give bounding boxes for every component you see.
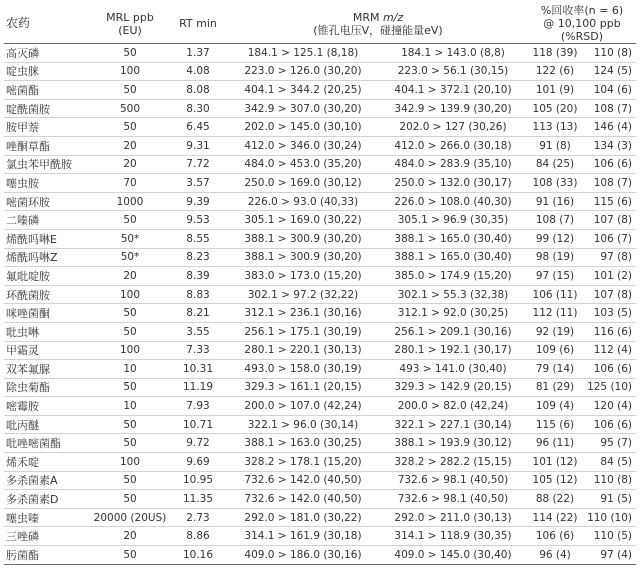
cell-pesticide: 高灭磷 [4, 44, 92, 63]
cell-mrl: 50 [92, 378, 168, 397]
cell-pesticide: 咪唑菌酮 [4, 304, 92, 323]
table-row [4, 62, 636, 81]
cell-mrl: 50 [92, 434, 168, 453]
cell-recovery-10ppb: 79 (14) [528, 360, 582, 379]
cell-transition-2: 388.1 > 165.0 (30,40) [378, 229, 528, 248]
cell-transition-2: 322.1 > 227.1 (30,14) [378, 415, 528, 434]
cell-recovery-100ppb: 110 (8) [582, 471, 636, 490]
cell-mrl: 500 [92, 99, 168, 118]
cell-mrl: 20 [92, 136, 168, 155]
cell-recovery-100ppb: 97 (4) [582, 546, 636, 565]
cell-recovery-10ppb: 115 (6) [528, 415, 582, 434]
table-row [4, 415, 636, 434]
cell-pesticide: 噻虫嗪 [4, 508, 92, 527]
cell-recovery-100ppb: 97 (8) [582, 248, 636, 267]
cell-transition-1: 223.0 > 126.0 (30,20) [228, 62, 378, 81]
cell-pesticide: 双苯氟脲 [4, 360, 92, 379]
cell-pesticide: 氟吡啶胺 [4, 267, 92, 286]
header-rt-label: RT min [179, 17, 217, 30]
cell-mrl: 50 [92, 415, 168, 434]
cell-recovery-10ppb: 109 (6) [528, 341, 582, 360]
cell-mrl: 10 [92, 360, 168, 379]
cell-pesticide: 嘧菌酯 [4, 81, 92, 100]
cell-pesticide: 烯酰吗啉Z [4, 248, 92, 267]
cell-recovery-100ppb: 112 (4) [582, 341, 636, 360]
cell-transition-1: 329.3 > 161.1 (20,15) [228, 378, 378, 397]
cell-transition-2: 385.0 > 174.9 (15,20) [378, 267, 528, 286]
cell-recovery-100ppb: 91 (5) [582, 490, 636, 509]
cell-mrl: 50* [92, 229, 168, 248]
cell-recovery-10ppb: 118 (39) [528, 44, 582, 63]
cell-recovery-100ppb: 107 (8) [582, 211, 636, 230]
cell-transition-1: 226.0 > 93.0 (40,33) [228, 192, 378, 211]
cell-recovery-10ppb: 105 (20) [528, 99, 582, 118]
cell-transition-2: 329.3 > 142.9 (20,15) [378, 378, 528, 397]
table-row [4, 136, 636, 155]
cell-pesticide: 烯酰吗啉E [4, 229, 92, 248]
cell-transition-2: 732.6 > 98.1 (40,50) [378, 471, 528, 490]
table-row [4, 99, 636, 118]
cell-recovery-100ppb: 108 (7) [582, 99, 636, 118]
cell-pesticide: 甲霜灵 [4, 341, 92, 360]
cell-rt: 9.69 [168, 453, 228, 472]
cell-mrl: 50 [92, 304, 168, 323]
cell-transition-2: 388.1 > 193.9 (30,12) [378, 434, 528, 453]
cell-mrl: 50 [92, 471, 168, 490]
cell-transition-2: 184.1 > 143.0 (8,8) [378, 44, 528, 63]
table-row [4, 527, 636, 546]
cell-recovery-10ppb: 101 (12) [528, 453, 582, 472]
cell-transition-2: 328.2 > 282.2 (15,15) [378, 453, 528, 472]
cell-recovery-10ppb: 108 (7) [528, 211, 582, 230]
cell-rt: 3.57 [168, 174, 228, 193]
cell-transition-2: 302.1 > 55.3 (32,38) [378, 285, 528, 304]
cell-transition-1: 302.1 > 97.2 (32,22) [228, 285, 378, 304]
cell-recovery-10ppb: 109 (4) [528, 397, 582, 416]
cell-pesticide: 除虫菊酯 [4, 378, 92, 397]
cell-recovery-100ppb: 107 (8) [582, 285, 636, 304]
cell-recovery-10ppb: 108 (33) [528, 174, 582, 193]
header-rt [168, 4, 228, 44]
cell-recovery-10ppb: 91 (8) [528, 136, 582, 155]
cell-rt: 9.31 [168, 136, 228, 155]
header-mrm-line1 [228, 11, 528, 24]
cell-transition-2: 388.1 > 165.0 (30,40) [378, 248, 528, 267]
cell-transition-1: 732.6 > 142.0 (40,50) [228, 471, 378, 490]
header-mrl-line1: MRL ppb [106, 10, 154, 24]
cell-recovery-100ppb: 84 (5) [582, 453, 636, 472]
cell-recovery-100ppb: 106 (6) [582, 415, 636, 434]
cell-transition-1: 314.1 > 161.9 (30,18) [228, 527, 378, 546]
cell-transition-2: 493 > 141.0 (30,40) [378, 360, 528, 379]
table-row [4, 285, 636, 304]
table-row [4, 248, 636, 267]
cell-mrl: 20 [92, 155, 168, 174]
cell-recovery-100ppb: 110 (10) [582, 508, 636, 527]
cell-recovery-100ppb: 134 (3) [582, 136, 636, 155]
pesticide-mrm-table [4, 4, 636, 565]
cell-transition-2: 314.1 > 118.9 (30,35) [378, 527, 528, 546]
cell-rt: 2.73 [168, 508, 228, 527]
cell-transition-2: 200.0 > 82.0 (42,24) [378, 397, 528, 416]
cell-transition-2: 342.9 > 139.9 (30,20) [378, 99, 528, 118]
cell-transition-2: 202.0 > 127 (30,26) [378, 118, 528, 137]
cell-pesticide: 噻虫胺 [4, 174, 92, 193]
cell-rt: 8.83 [168, 285, 228, 304]
cell-pesticide: 三唑磷 [4, 527, 92, 546]
table-row [4, 118, 636, 137]
cell-transition-2: 226.0 > 108.0 (40,30) [378, 192, 528, 211]
header-recovery-line2: @ 10,100 ppb (%RSD) [543, 17, 621, 43]
cell-transition-1: 412.0 > 346.0 (30,24) [228, 136, 378, 155]
cell-pesticide: 吡唑嘧菌酯 [4, 434, 92, 453]
table-row [4, 192, 636, 211]
cell-transition-1: 292.0 > 181.0 (30,22) [228, 508, 378, 527]
cell-recovery-10ppb: 96 (11) [528, 434, 582, 453]
table-row [4, 174, 636, 193]
cell-rt: 7.93 [168, 397, 228, 416]
cell-pesticide: 二嗪磷 [4, 211, 92, 230]
cell-rt: 8.55 [168, 229, 228, 248]
cell-mrl: 100 [92, 285, 168, 304]
table-row [4, 229, 636, 248]
cell-rt: 7.72 [168, 155, 228, 174]
header-mrm-line2: (锥孔电压V，碰撞能量eV) [313, 23, 443, 37]
cell-pesticide: 肟菌酯 [4, 546, 92, 565]
header-pesticide [4, 4, 92, 44]
cell-transition-2: 305.1 > 96.9 (30,35) [378, 211, 528, 230]
cell-mrl: 50 [92, 322, 168, 341]
cell-mrl: 50* [92, 248, 168, 267]
cell-mrl: 10 [92, 397, 168, 416]
table-body [4, 44, 636, 565]
cell-pesticide: 烯禾啶 [4, 453, 92, 472]
table-row [4, 304, 636, 323]
cell-pesticide: 啶酰菌胺 [4, 99, 92, 118]
cell-recovery-100ppb: 124 (5) [582, 62, 636, 81]
cell-recovery-10ppb: 92 (19) [528, 322, 582, 341]
cell-mrl: 20 [92, 267, 168, 286]
cell-rt: 10.31 [168, 360, 228, 379]
cell-transition-1: 388.1 > 300.9 (30,20) [228, 229, 378, 248]
cell-pesticide: 吡丙醚 [4, 415, 92, 434]
table-row [4, 155, 636, 174]
cell-mrl: 50 [92, 81, 168, 100]
cell-transition-1: 200.0 > 107.0 (42,24) [228, 397, 378, 416]
cell-recovery-100ppb: 108 (7) [582, 174, 636, 193]
table-row [4, 360, 636, 379]
cell-recovery-10ppb: 81 (29) [528, 378, 582, 397]
cell-rt: 11.19 [168, 378, 228, 397]
table-row [4, 546, 636, 565]
cell-recovery-100ppb: 106 (7) [582, 229, 636, 248]
cell-transition-1: 328.2 > 178.1 (15,20) [228, 453, 378, 472]
cell-recovery-10ppb: 112 (11) [528, 304, 582, 323]
cell-mrl: 1000 [92, 192, 168, 211]
cell-recovery-100ppb: 103 (5) [582, 304, 636, 323]
table-row [4, 490, 636, 509]
cell-recovery-100ppb: 110 (8) [582, 44, 636, 63]
cell-recovery-100ppb: 115 (6) [582, 192, 636, 211]
header-mrl-line2: (EU) [118, 23, 142, 37]
cell-transition-2: 484.0 > 283.9 (35,10) [378, 155, 528, 174]
cell-recovery-10ppb: 106 (6) [528, 527, 582, 546]
cell-pesticide: 多杀菌素A [4, 471, 92, 490]
header-pesticide-label: 农药 [6, 16, 31, 30]
cell-transition-2: 280.1 > 192.1 (30,17) [378, 341, 528, 360]
header-mrl [92, 4, 168, 44]
cell-mrl: 50 [92, 546, 168, 565]
cell-transition-1: 404.1 > 344.2 (20,25) [228, 81, 378, 100]
cell-transition-2: 223.0 > 56.1 (30,15) [378, 62, 528, 81]
cell-mrl: 70 [92, 174, 168, 193]
cell-rt: 10.16 [168, 546, 228, 565]
cell-transition-1: 312.1 > 236.1 (30,16) [228, 304, 378, 323]
cell-pesticide: 唑酮草酯 [4, 136, 92, 155]
cell-pesticide: 氯虫苯甲酰胺 [4, 155, 92, 174]
cell-transition-1: 250.0 > 169.0 (30,12) [228, 174, 378, 193]
cell-rt: 11.35 [168, 490, 228, 509]
cell-transition-1: 484.0 > 453.0 (35,20) [228, 155, 378, 174]
cell-transition-2: 250.0 > 132.0 (30,17) [378, 174, 528, 193]
table-row [4, 44, 636, 63]
cell-recovery-10ppb: 106 (11) [528, 285, 582, 304]
cell-transition-1: 280.1 > 220.1 (30,13) [228, 341, 378, 360]
cell-mrl: 50 [92, 118, 168, 137]
cell-transition-1: 388.1 > 163.0 (30,25) [228, 434, 378, 453]
cell-transition-1: 493.0 > 158.0 (30,19) [228, 360, 378, 379]
cell-transition-2: 412.0 > 266.0 (30,18) [378, 136, 528, 155]
cell-recovery-100ppb: 125 (10) [582, 378, 636, 397]
cell-recovery-100ppb: 110 (5) [582, 527, 636, 546]
cell-recovery-10ppb: 98 (19) [528, 248, 582, 267]
cell-mrl: 20 [92, 527, 168, 546]
table-row [4, 508, 636, 527]
cell-transition-2: 312.1 > 92.0 (30,25) [378, 304, 528, 323]
cell-rt: 8.30 [168, 99, 228, 118]
cell-recovery-10ppb: 91 (16) [528, 192, 582, 211]
table-header [4, 4, 636, 44]
cell-pesticide: 环酰菌胺 [4, 285, 92, 304]
cell-transition-1: 322.1 > 96.0 (30,14) [228, 415, 378, 434]
cell-recovery-100ppb: 95 (7) [582, 434, 636, 453]
cell-recovery-100ppb: 116 (6) [582, 322, 636, 341]
cell-recovery-100ppb: 106 (6) [582, 360, 636, 379]
cell-transition-1: 305.1 > 169.0 (30,22) [228, 211, 378, 230]
cell-rt: 1.37 [168, 44, 228, 63]
cell-recovery-100ppb: 104 (6) [582, 81, 636, 100]
table-row [4, 81, 636, 100]
table-row [4, 471, 636, 490]
header-recovery-line1: %回收率(n = 6) [540, 4, 624, 17]
cell-recovery-10ppb: 113 (13) [528, 118, 582, 137]
header-mrm-prefix: MRM [352, 10, 383, 24]
cell-transition-2: 292.0 > 211.0 (30,13) [378, 508, 528, 527]
cell-mrl: 100 [92, 453, 168, 472]
cell-recovery-10ppb: 114 (22) [528, 508, 582, 527]
cell-pesticide: 多杀菌素D [4, 490, 92, 509]
cell-mrl: 50 [92, 44, 168, 63]
cell-recovery-10ppb: 122 (6) [528, 62, 582, 81]
cell-pesticide: 胺甲萘 [4, 118, 92, 137]
cell-transition-2: 256.1 > 209.1 (30,16) [378, 322, 528, 341]
cell-rt: 7.33 [168, 341, 228, 360]
cell-transition-1: 383.0 > 173.0 (15,20) [228, 267, 378, 286]
cell-recovery-100ppb: 101 (2) [582, 267, 636, 286]
cell-transition-2: 409.0 > 145.0 (30,40) [378, 546, 528, 565]
table-row [4, 267, 636, 286]
cell-recovery-10ppb: 99 (12) [528, 229, 582, 248]
cell-pesticide: 吡虫啉 [4, 322, 92, 341]
cell-rt: 10.95 [168, 471, 228, 490]
cell-recovery-10ppb: 88 (22) [528, 490, 582, 509]
cell-transition-1: 388.1 > 300.9 (30,20) [228, 248, 378, 267]
table-row [4, 211, 636, 230]
cell-rt: 8.08 [168, 81, 228, 100]
header-row [4, 4, 636, 44]
table-row [4, 322, 636, 341]
header-recovery [528, 4, 636, 44]
cell-recovery-100ppb: 106 (6) [582, 155, 636, 174]
cell-transition-1: 409.0 > 186.0 (30,16) [228, 546, 378, 565]
cell-transition-1: 342.9 > 307.0 (30,20) [228, 99, 378, 118]
cell-rt: 9.72 [168, 434, 228, 453]
cell-pesticide: 啶虫脒 [4, 62, 92, 81]
cell-rt: 8.21 [168, 304, 228, 323]
cell-rt: 4.08 [168, 62, 228, 81]
table-row [4, 434, 636, 453]
header-mrm [228, 4, 528, 44]
cell-rt: 9.39 [168, 192, 228, 211]
header-mrm-mz: m/z [382, 10, 404, 24]
cell-mrl: 100 [92, 62, 168, 81]
cell-transition-1: 256.1 > 175.1 (30,19) [228, 322, 378, 341]
cell-rt: 10.71 [168, 415, 228, 434]
table-row [4, 341, 636, 360]
cell-transition-1: 184.1 > 125.1 (8,18) [228, 44, 378, 63]
cell-transition-2: 404.1 > 372.1 (20,10) [378, 81, 528, 100]
table-row [4, 378, 636, 397]
cell-rt: 9.53 [168, 211, 228, 230]
cell-recovery-10ppb: 96 (4) [528, 546, 582, 565]
cell-recovery-100ppb: 120 (4) [582, 397, 636, 416]
cell-rt: 8.39 [168, 267, 228, 286]
cell-transition-2: 732.6 > 98.1 (40,50) [378, 490, 528, 509]
cell-recovery-10ppb: 105 (12) [528, 471, 582, 490]
cell-recovery-10ppb: 101 (9) [528, 81, 582, 100]
cell-mrl: 100 [92, 341, 168, 360]
cell-rt: 6.45 [168, 118, 228, 137]
cell-recovery-10ppb: 97 (15) [528, 267, 582, 286]
cell-mrl: 50 [92, 490, 168, 509]
cell-pesticide: 嘧霉胺 [4, 397, 92, 416]
cell-transition-1: 202.0 > 145.0 (30,10) [228, 118, 378, 137]
cell-rt: 3.55 [168, 322, 228, 341]
cell-mrl: 50 [92, 211, 168, 230]
table-row [4, 453, 636, 472]
cell-transition-1: 732.6 > 142.0 (40,50) [228, 490, 378, 509]
cell-rt: 8.86 [168, 527, 228, 546]
cell-pesticide: 嘧菌环胺 [4, 192, 92, 211]
cell-rt: 8.23 [168, 248, 228, 267]
cell-recovery-10ppb: 84 (25) [528, 155, 582, 174]
cell-recovery-100ppb: 146 (4) [582, 118, 636, 137]
cell-mrl: 20000 (20US) [92, 508, 168, 527]
table-row [4, 397, 636, 416]
